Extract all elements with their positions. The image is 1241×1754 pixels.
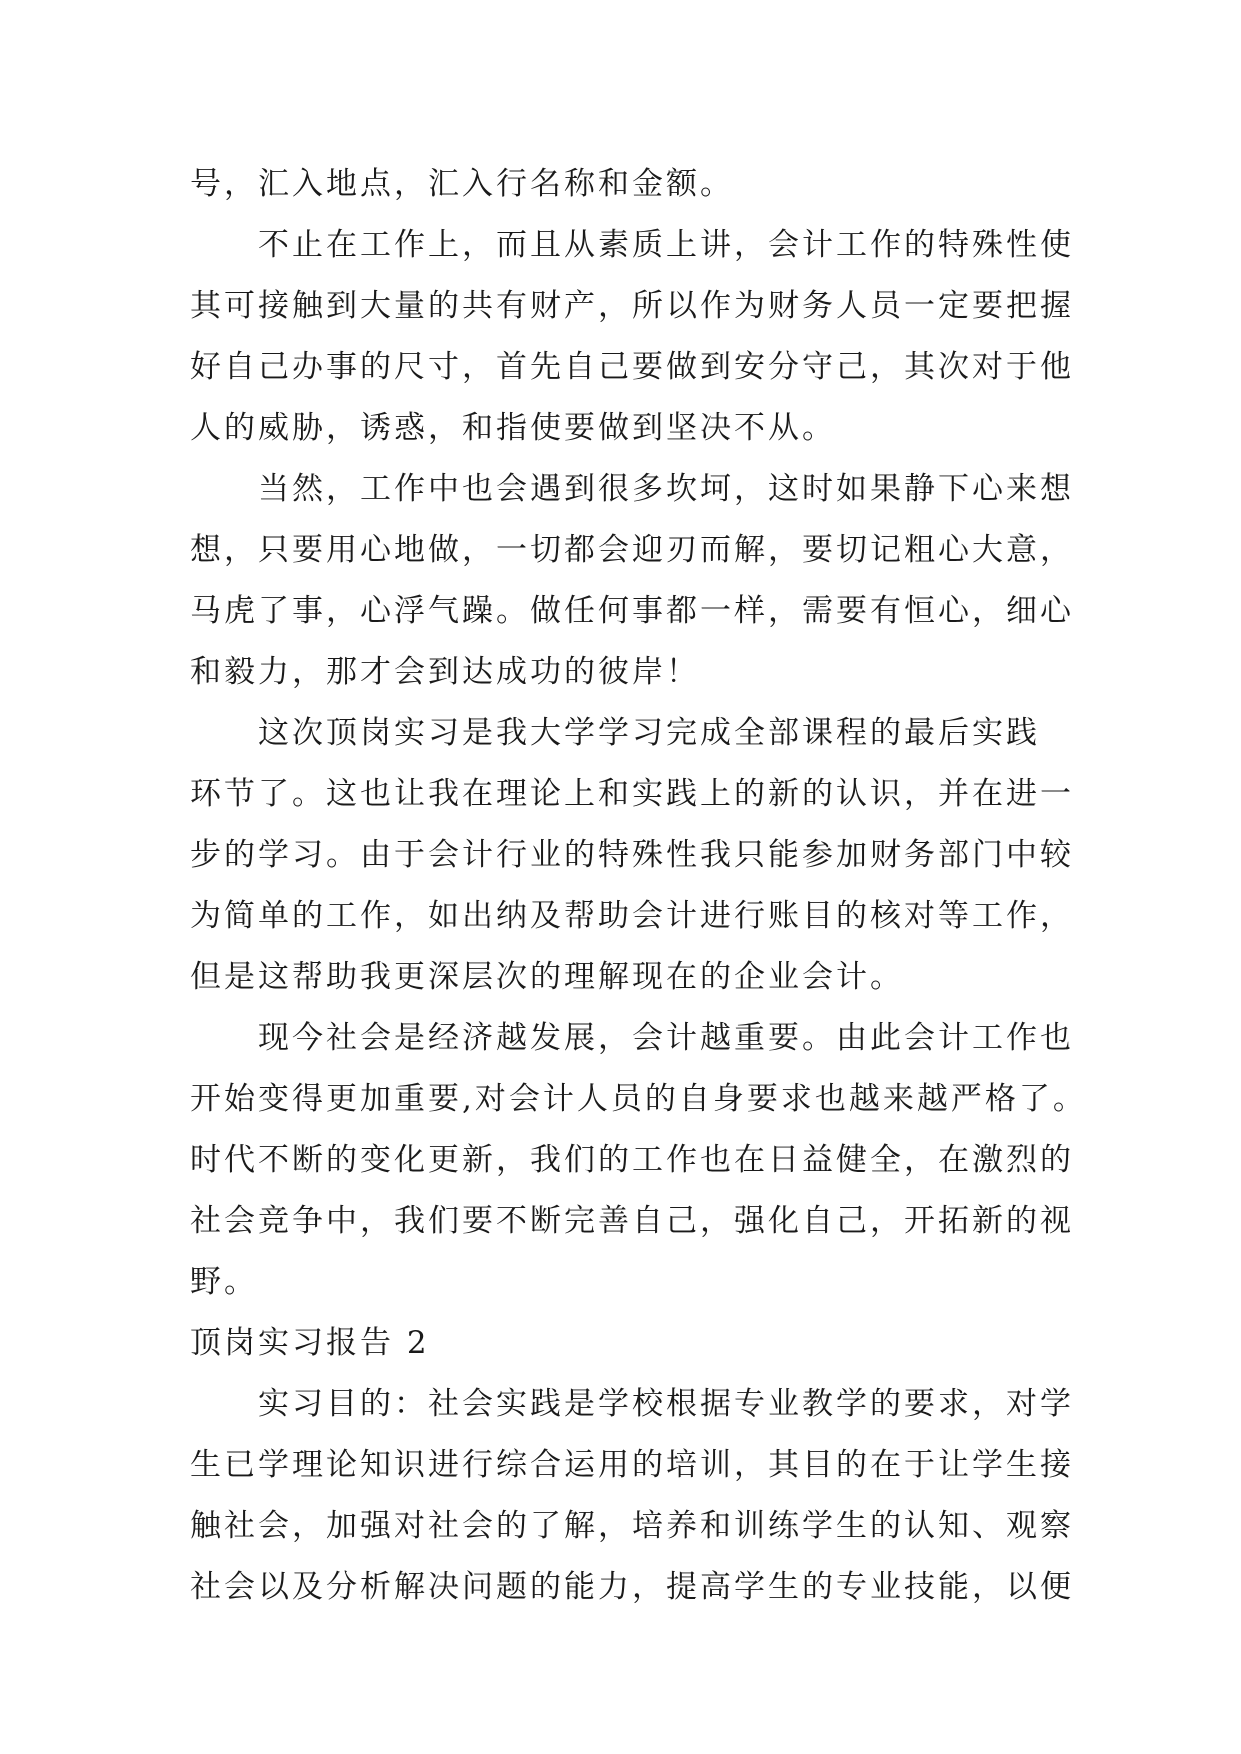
section-heading: 顶岗实习报告 2 [190, 1325, 430, 1361]
text-line: 生已学理论知识进行综合运用的培训，其目的在于让学生接 [190, 1447, 1074, 1483]
text-line: 马虎了事，心浮气躁。做任何事都一样，需要有恒心，细心 [190, 593, 1074, 629]
text-line: 步的学习。由于会计行业的特殊性我只能参加财务部门中较 [190, 837, 1074, 873]
text-line: 环节了。这也让我在理论上和实践上的新的认识，并在进一 [190, 776, 1074, 812]
text-line: 想，只要用心地做，一切都会迎刃而解，要切记粗心大意， [190, 532, 1074, 568]
body-text [190, 154, 1087, 1618]
text-line: 但是这帮助我更深层次的理解现在的企业会计。 [190, 959, 904, 995]
text-line: 号，汇入地点，汇入行名称和金额。 [190, 166, 734, 202]
text-line: 其可接触到大量的共有财产，所以作为财务人员一定要把握 [190, 288, 1074, 324]
text-line: 人的威胁，诱惑，和指使要做到坚决不从。 [190, 410, 836, 446]
text-line: 社会以及分析解决问题的能力，提高学生的专业技能，以便 [190, 1569, 1074, 1605]
text-line: 触社会，加强对社会的了解，培养和训练学生的认知、观察 [190, 1508, 1074, 1544]
paragraph-start-line: 不止在工作上，而且从素质上讲，会计工作的特殊性使 [258, 227, 1074, 263]
text-line: 好自己办事的尺寸，首先自己要做到安分守己，其次对于他 [190, 349, 1074, 385]
text-line: 为简单的工作，如出纳及帮助会计进行账目的核对等工作， [190, 898, 1074, 934]
paragraph-start-line: 现今社会是经济越发展，会计越重要。由此会计工作也 [258, 1020, 1074, 1056]
text-line: 社会竞争中，我们要不断完善自己，强化自己，开拓新的视 [190, 1203, 1074, 1239]
paragraph-start-line: 这次顶岗实习是我大学学习完成全部课程的最后实践 [258, 715, 1040, 751]
paragraph-start-line: 当然，工作中也会遇到很多坎坷，这时如果静下心来想 [258, 471, 1074, 507]
text-line: 和毅力，那才会到达成功的彼岸！ [190, 654, 700, 690]
text-line: 开始变得更加重要,对会计人员的自身要求也越来越严格了。 [190, 1081, 1087, 1117]
text-line: 时代不断的变化更新，我们的工作也在日益健全，在激烈的 [190, 1142, 1074, 1178]
text-line: 野。 [190, 1264, 258, 1300]
paragraph-start-line: 实习目的：社会实践是学校根据专业教学的要求，对学 [258, 1386, 1074, 1422]
